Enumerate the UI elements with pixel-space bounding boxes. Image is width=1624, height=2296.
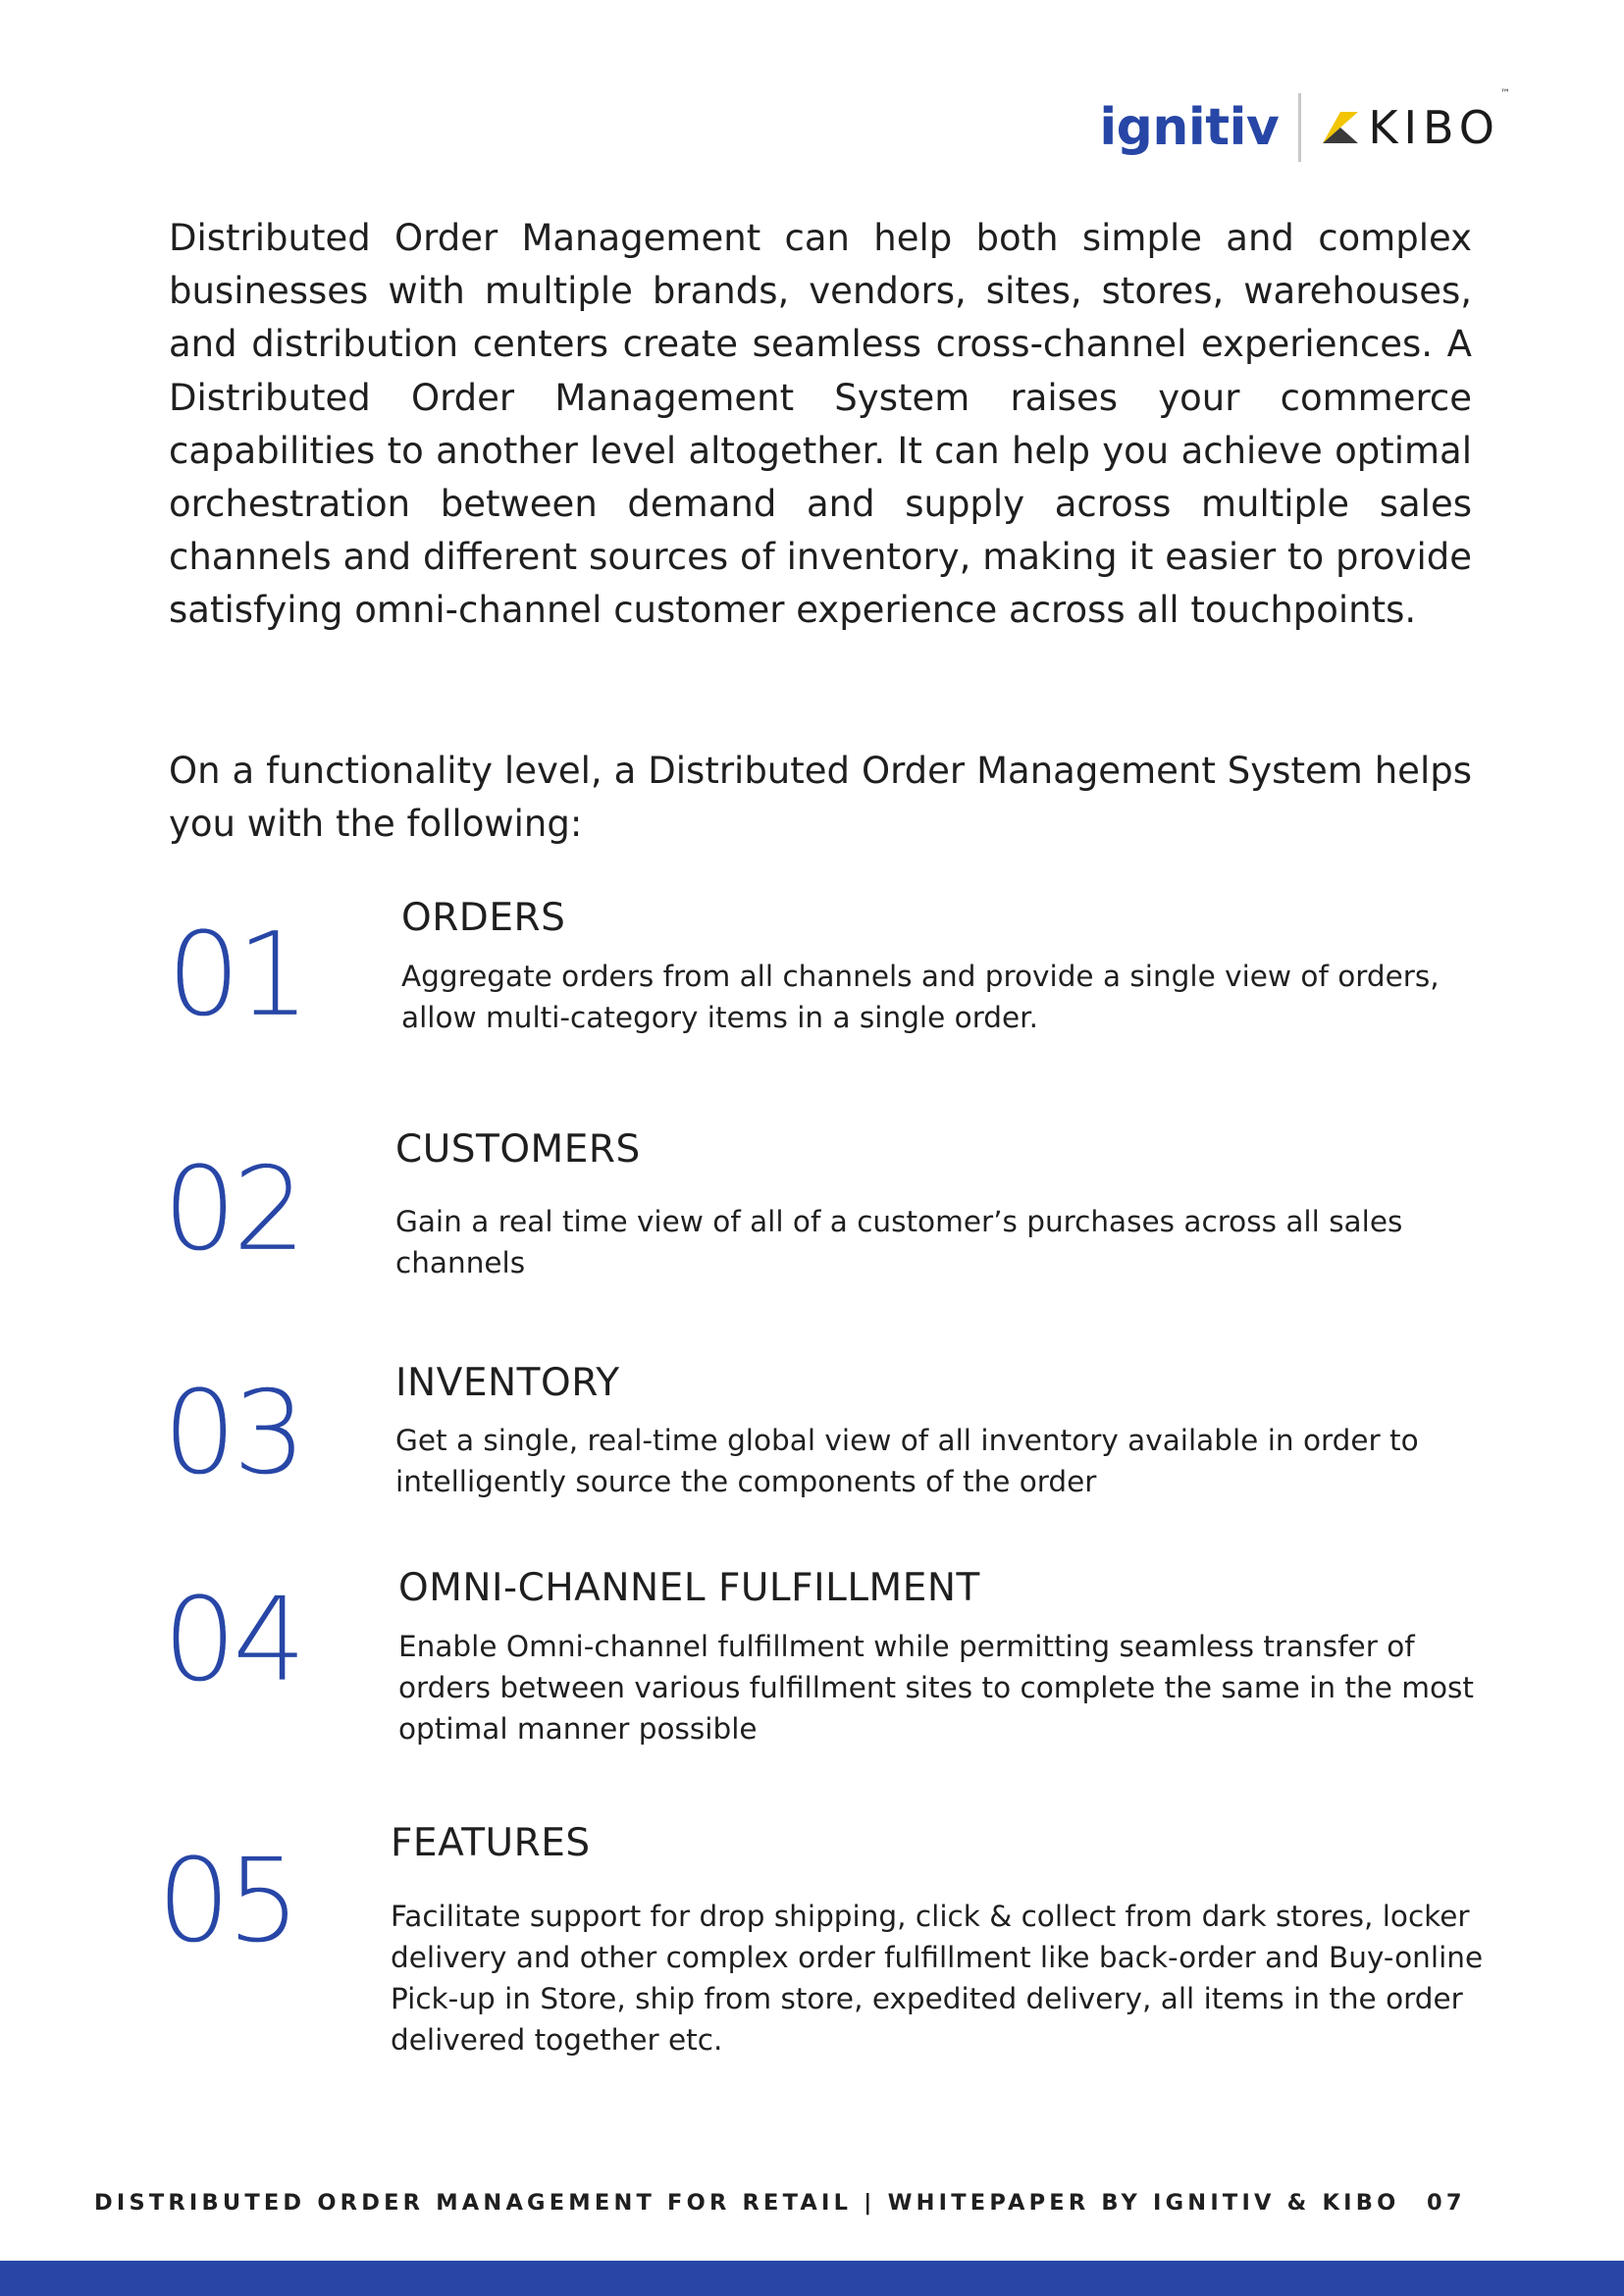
item-description: Enable Omni-channel fulfillment while permitting seamless transfer of orders between various fulfillment sites to complete the same in the most optimal manner possible xyxy=(398,1630,1474,1746)
item-number: 01 xyxy=(167,907,307,1042)
footer-bar xyxy=(0,2261,1624,2296)
item-number: 05 xyxy=(157,1833,297,1968)
intro-paragraph-functionality: On a functionality level, a Distributed Order Management System helps you with the following: xyxy=(169,750,1472,846)
item-description: Facilitate support for drop shipping, click & collect from dark stores, locker delivery and other complex order fulfillment like back-order and Buy-online Pick-up in Store, ship from store, expedited delivery, all items in the order delivered together etc. xyxy=(391,1900,1484,2057)
kibo-logo xyxy=(1321,88,1510,154)
page-number: 07 xyxy=(1427,2190,1466,2216)
item-number: 03 xyxy=(163,1365,303,1500)
item-number: 04 xyxy=(163,1572,303,1707)
item-number: 02 xyxy=(163,1141,303,1277)
item-title: FEATURES xyxy=(391,1821,591,1865)
ignitiv-logo: ignitiv xyxy=(1099,98,1280,157)
item-description: Gain a real time view of all of a customer’s purchases across all sales channels xyxy=(395,1205,1403,1279)
kibo-wordmark: KIBO™ xyxy=(1368,88,1510,154)
footer-title: DISTRIBUTED ORDER MANAGEMENT FOR RETAIL | WHITEPAPER BY IGNITIV & KIBO xyxy=(94,2190,1400,2216)
logo-divider xyxy=(1298,93,1301,162)
item-title: OMNI-CHANNEL FULFILLMENT xyxy=(398,1566,980,1610)
intro-paragraph: Distributed Order Management can help both simple and complex businesses with multiple brands, vendors, sites, stores, warehouses, and distribution centers create seamless cross-channel experiences. A Distributed Order Management System raises your commerce capabilities to another level altogether. It can help you achieve optimal orchestration between demand and supply across multiple sales channels and different sources of inventory, making it easier to provide satisfying omni-channel customer experience across all touchpoints. xyxy=(169,217,1472,632)
item-title: CUSTOMERS xyxy=(395,1127,641,1172)
item-title: ORDERS xyxy=(401,896,566,940)
item-description: Aggregate orders from all channels and provide a single view of orders, allow multi-category items in a single order. xyxy=(401,960,1440,1034)
item-title: INVENTORY xyxy=(395,1361,620,1405)
kibo-mark-icon xyxy=(1321,108,1360,147)
item-description: Get a single, real-time global view of all inventory available in order to intelligently source the components of the order xyxy=(395,1424,1419,1498)
header-logos xyxy=(1099,90,1510,165)
